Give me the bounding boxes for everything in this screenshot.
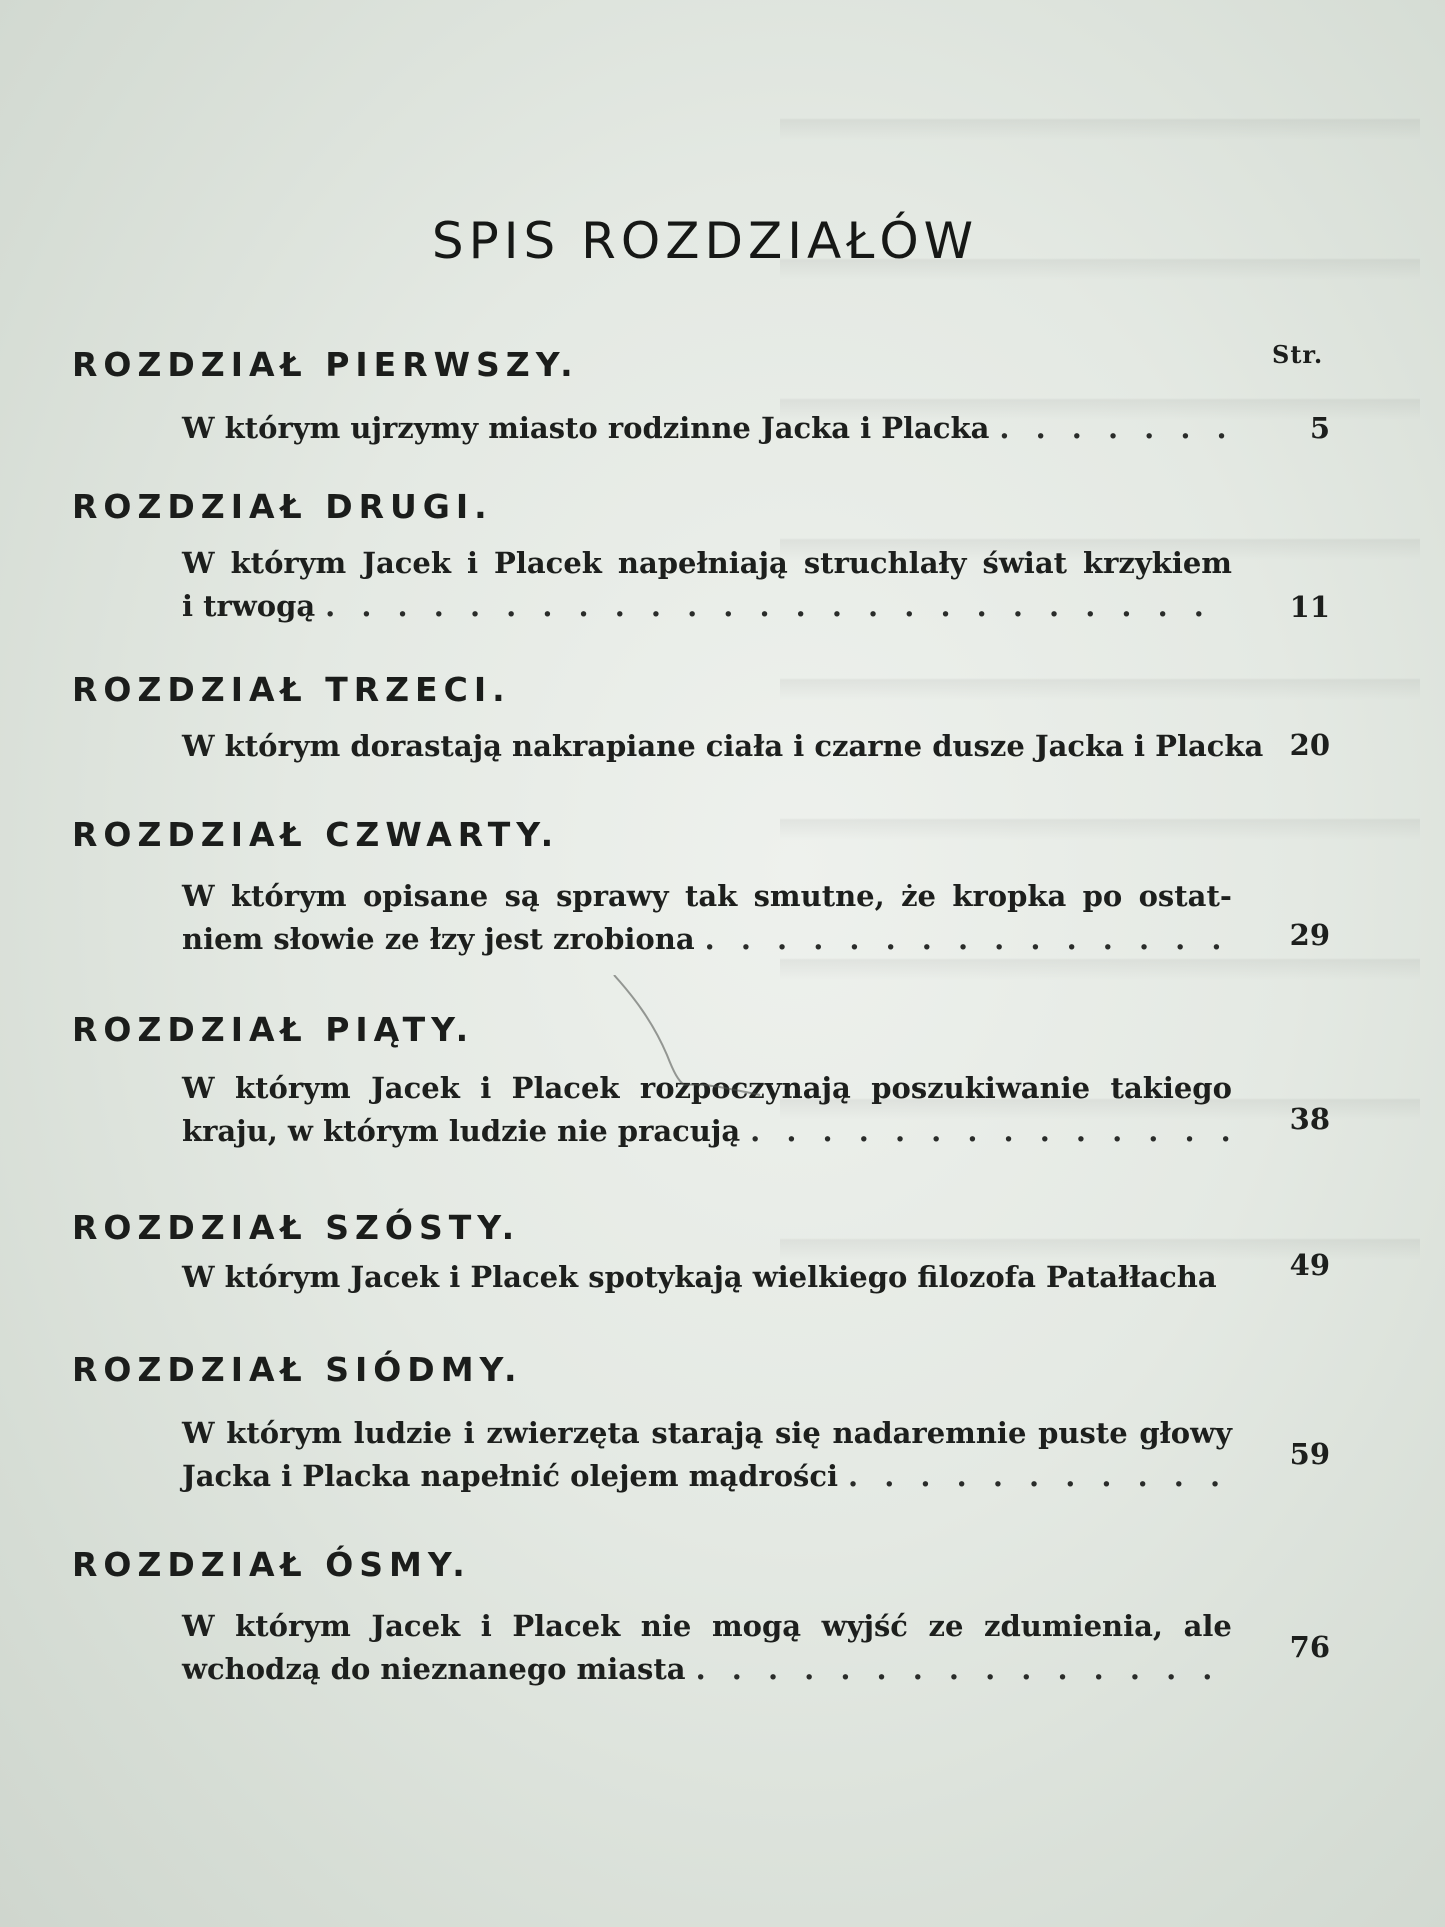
chapter-description <box>182 1067 1232 1153</box>
description-word: W <box>182 1071 215 1105</box>
description-word: W <box>182 1609 215 1643</box>
description-word: zwierzęta <box>486 1416 640 1450</box>
description-word: Jacek <box>362 546 451 580</box>
description-word: i <box>463 1416 475 1450</box>
chapter-heading: ROZDZIAŁ SZÓSTY. <box>72 1208 521 1247</box>
description-word: takiego <box>1110 1071 1232 1105</box>
description-line: W którym dorastają nakrapiane ciała i czarne dusze Jacka i Placka <box>182 729 1264 763</box>
description-word: Jacek <box>371 1071 460 1105</box>
description-word: napełniają <box>617 546 788 580</box>
description-word: ostat- <box>1138 879 1232 913</box>
description-word: ludzie <box>353 1416 452 1450</box>
chapter-heading: ROZDZIAŁ DRUGI. <box>72 487 493 526</box>
description-line <box>182 1412 1232 1455</box>
description-word: głowy <box>1139 1416 1232 1450</box>
description-line: kraju, w którym ludzie nie pracują <box>182 1114 741 1148</box>
page-title: SPIS ROZDZIAŁÓW <box>431 212 979 270</box>
description-word: i <box>467 546 479 580</box>
chapter-description <box>182 725 1264 768</box>
description-line: W którym Jacek i Placek spotykają wielkiego filozofa Patałłacha <box>182 1260 1217 1294</box>
chapter-heading: ROZDZIAŁ PIĄTY. <box>72 1010 475 1049</box>
page-number: 76 <box>1289 1630 1330 1664</box>
description-line <box>182 1605 1232 1648</box>
chapter-description <box>182 1412 1232 1498</box>
description-line: W którym ujrzymy miasto rodzinne Jacka i Placka <box>182 411 990 445</box>
description-word: rozpoczynają <box>639 1071 851 1105</box>
description-line: Jacka i Placka napełnić olejem mądrości <box>182 1459 839 1493</box>
description-word: ze <box>928 1609 964 1643</box>
description-word: sprawy <box>556 879 669 913</box>
dot-leader <box>999 407 1232 450</box>
description-word: ale <box>1183 1609 1232 1643</box>
show-through-text <box>780 0 1420 1360</box>
description-line <box>182 875 1232 918</box>
description-word: i <box>480 1609 492 1643</box>
description-word: że <box>901 879 936 913</box>
description-word: puste <box>1038 1416 1128 1450</box>
dot-leader <box>325 585 1232 628</box>
description-word: Placek <box>511 1071 620 1105</box>
chapter-heading: ROZDZIAŁ CZWARTY. <box>72 815 560 854</box>
chapter-description <box>182 542 1232 628</box>
dot-leader <box>750 1110 1232 1153</box>
description-word: którym <box>230 546 347 580</box>
page-number: 38 <box>1289 1102 1330 1136</box>
description-line <box>182 542 1232 585</box>
description-word: świat <box>982 546 1068 580</box>
description-line: niem słowie ze łzy jest zrobiona <box>182 922 695 956</box>
description-word: W <box>182 1416 215 1450</box>
page-number: 49 <box>1289 1248 1330 1282</box>
description-word: po <box>1082 879 1123 913</box>
description-word: którym <box>230 879 347 913</box>
description-word: poszukiwanie <box>871 1071 1091 1105</box>
description-word: którym <box>226 1416 342 1450</box>
description-word: nie <box>640 1609 692 1643</box>
chapter-description <box>182 1605 1232 1691</box>
description-word: W <box>182 879 215 913</box>
description-word: i <box>480 1071 492 1105</box>
chapter-heading: ROZDZIAŁ ÓSMY. <box>72 1545 471 1584</box>
description-word: Placek <box>494 546 602 580</box>
chapter-description <box>182 875 1232 961</box>
description-word: opisane <box>362 879 489 913</box>
description-line: i trwogą <box>182 589 316 623</box>
page-column-label: Str. <box>1272 340 1324 369</box>
description-word: mogą <box>711 1609 802 1643</box>
description-word: Placek <box>512 1609 621 1643</box>
page-number: 59 <box>1289 1437 1330 1471</box>
chapter-heading: ROZDZIAŁ TRZECI. <box>72 670 511 709</box>
description-word: się <box>774 1416 821 1450</box>
description-word: tak <box>684 879 738 913</box>
description-word: nadaremnie <box>832 1416 1027 1450</box>
chapter-heading: ROZDZIAŁ SIÓDMY. <box>72 1350 523 1389</box>
description-word: którym <box>235 1609 351 1643</box>
description-word: Jacek <box>371 1609 461 1643</box>
page-number: 20 <box>1289 728 1330 762</box>
description-word: struchlały <box>803 546 967 580</box>
dot-leader <box>705 918 1232 961</box>
description-word: krzykiem <box>1083 546 1232 580</box>
description-word: kropka <box>952 879 1067 913</box>
page-number: 5 <box>1309 411 1330 445</box>
description-word: smutne, <box>753 879 885 913</box>
chapter-description <box>182 1256 1232 1299</box>
description-word: którym <box>235 1071 351 1105</box>
description-word: zdumienia, <box>984 1609 1164 1643</box>
description-word: są <box>504 879 540 913</box>
dot-leader <box>848 1455 1232 1498</box>
description-line: wchodzą do nieznanego miasta <box>182 1652 686 1686</box>
page-number: 11 <box>1289 590 1330 624</box>
page-number: 29 <box>1289 918 1330 952</box>
description-word: W <box>182 546 215 580</box>
dot-leader <box>696 1648 1232 1691</box>
description-word: wyjść <box>821 1609 908 1643</box>
chapter-description <box>182 407 1232 450</box>
description-word: starają <box>651 1416 764 1450</box>
chapter-heading: ROZDZIAŁ PIERWSZY. <box>72 345 579 384</box>
description-line <box>182 1067 1232 1110</box>
